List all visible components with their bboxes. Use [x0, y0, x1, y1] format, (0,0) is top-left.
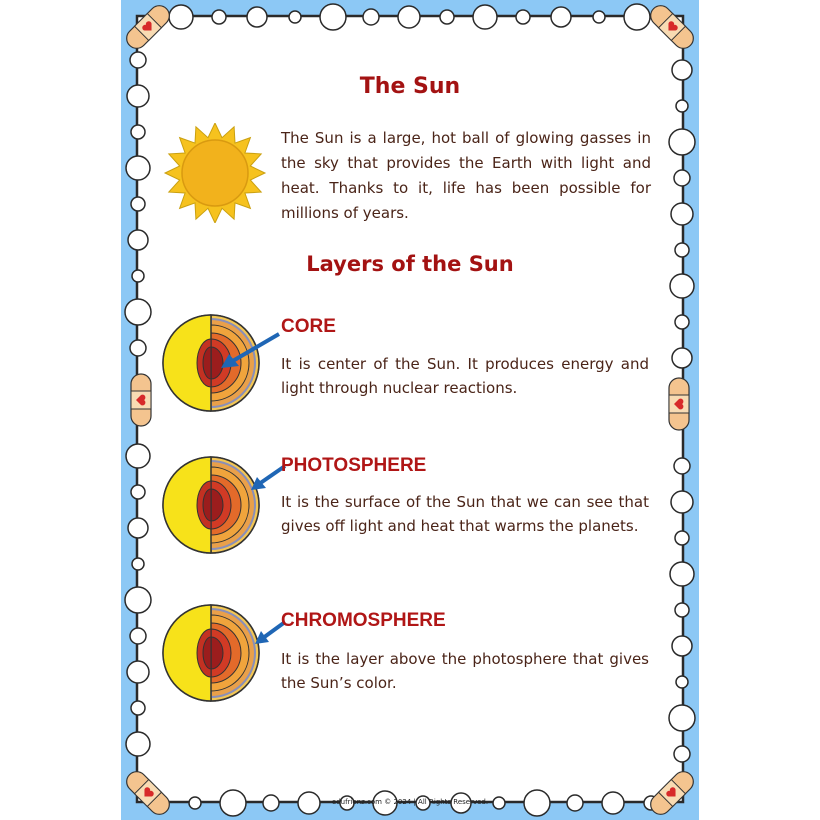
- border-bubble: [126, 444, 150, 468]
- layer-name-photosphere: PHOTOSPHERE: [281, 455, 427, 476]
- border-bubble: [125, 299, 151, 325]
- border-bubble: [128, 518, 148, 538]
- border-bubble: [593, 11, 605, 23]
- poster: [121, 0, 699, 820]
- border-bubble: [676, 676, 688, 688]
- border-bubble: [126, 156, 150, 180]
- border-bubble: [127, 661, 149, 683]
- border-bubble: [126, 732, 150, 756]
- border-bubble: [669, 129, 695, 155]
- border-bubble: [473, 5, 497, 29]
- layer-name-chromosphere: CHROMOSPHERE: [281, 610, 446, 631]
- layer-description-photosphere: It is the surface of the Sun that we can see that gives off light and heat that warms the planets.: [281, 493, 649, 535]
- sun-icon: [163, 123, 267, 223]
- border-bubble: [551, 7, 571, 27]
- border-bubble: [516, 10, 530, 24]
- border-bubble: [132, 558, 144, 570]
- border-bubble: [675, 315, 689, 329]
- border-bubble: [672, 348, 692, 368]
- core-arrow-icon: [219, 330, 283, 370]
- border-bubble: [131, 125, 145, 139]
- border-bubble: [674, 746, 690, 762]
- border-bubble: [169, 5, 193, 29]
- border-bubble: [131, 197, 145, 211]
- border-bubble: [128, 230, 148, 250]
- intro-paragraph: The Sun is a large, hot ball of glowing gasses in the sky that provides the Earth with light and heat. Thanks to it, life has been possible for millions of years.: [281, 129, 651, 222]
- border-bubble: [212, 10, 226, 24]
- border-bubble: [672, 636, 692, 656]
- border-bubble: [131, 701, 145, 715]
- border-bubble: [289, 11, 301, 23]
- border-bubble: [675, 531, 689, 545]
- border-bubble: [247, 7, 267, 27]
- layer-name-core: CORE: [281, 316, 336, 337]
- border-bubble: [670, 562, 694, 586]
- layer-description-core: It is center of the Sun. It produces energy and light through nuclear reactions.: [281, 355, 649, 397]
- layers-heading: Layers of the Sun: [306, 252, 514, 276]
- border-bubble: [363, 9, 379, 25]
- border-bubble: [676, 100, 688, 112]
- border-bubble: [669, 705, 695, 731]
- border-bubble: [130, 628, 146, 644]
- border-bubble: [671, 491, 693, 513]
- layer-description-chromosphere: It is the layer above the photosphere that gives the Sun’s color.: [281, 650, 649, 692]
- border-bubble: [671, 203, 693, 225]
- border-bubble: [125, 587, 151, 613]
- border-bubble: [130, 340, 146, 356]
- border-bubble: [675, 603, 689, 617]
- bandage-icon: [669, 378, 689, 430]
- border-bubble: [130, 52, 146, 68]
- border-bubble: [131, 485, 145, 499]
- border-bubble: [440, 10, 454, 24]
- border-bubble: [670, 274, 694, 298]
- border-bubble: [674, 458, 690, 474]
- footer-copyright: edufrienz.com © 2024 | All Rights Reserved.: [331, 798, 489, 806]
- border-bubble: [674, 170, 690, 186]
- bandage-icon: [131, 374, 151, 426]
- border-bubble: [624, 4, 650, 30]
- page-title: The Sun: [359, 74, 461, 99]
- border-bubble: [398, 6, 420, 28]
- border-bubble: [320, 4, 346, 30]
